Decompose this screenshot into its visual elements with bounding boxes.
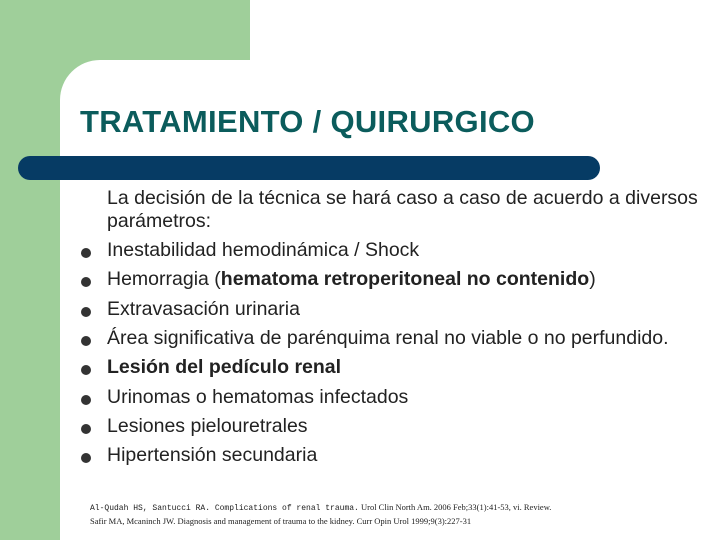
references (90, 501, 710, 527)
intro-paragraph: La decisión de la técnica se hará caso a caso de acuerdo a diversos parámetros: (107, 187, 698, 232)
bullet-item: Hipertensión secundaria (80, 441, 700, 470)
bullet-item: Inestabilidad hemodinámica / Shock (80, 236, 700, 265)
reference-source: Safir MA, Mcaninch JW. Diagnosis and management of trauma to the kidney. Curr Opin Urol 1999;9(3):227-31 (90, 516, 472, 526)
reference-authors: Al-Qudah HS, Santucci RA. Complications of renal trauma. (90, 504, 359, 513)
reference-line (90, 515, 710, 527)
reference-line (90, 501, 710, 515)
bullet-text: Hemorragia ( (107, 268, 221, 291)
bullet-text: ) (589, 268, 596, 291)
reference-source: Urol Clin North Am. 2006 Feb;33(1):41-53, vi. Review. (360, 502, 552, 512)
bullet-emphasis: hematoma retroperitoneal no contenido (220, 268, 590, 291)
bullet-item (80, 265, 700, 294)
bullet-item: Lesiones pielouretrales (80, 412, 700, 441)
title-underline-bar (18, 156, 600, 180)
bullet-item: Área significativa de parénquima renal no viable o no perfundido. (80, 324, 700, 354)
bullet-item: Urinomas o hematomas infectados (80, 383, 700, 412)
slide-title: TRATAMIENTO / QUIRURGICO (80, 104, 535, 139)
slide-body (80, 184, 700, 471)
bullet-item: Extravasación urinaria (80, 295, 700, 324)
bullet-item: Lesión del pedículo renal (80, 353, 700, 382)
